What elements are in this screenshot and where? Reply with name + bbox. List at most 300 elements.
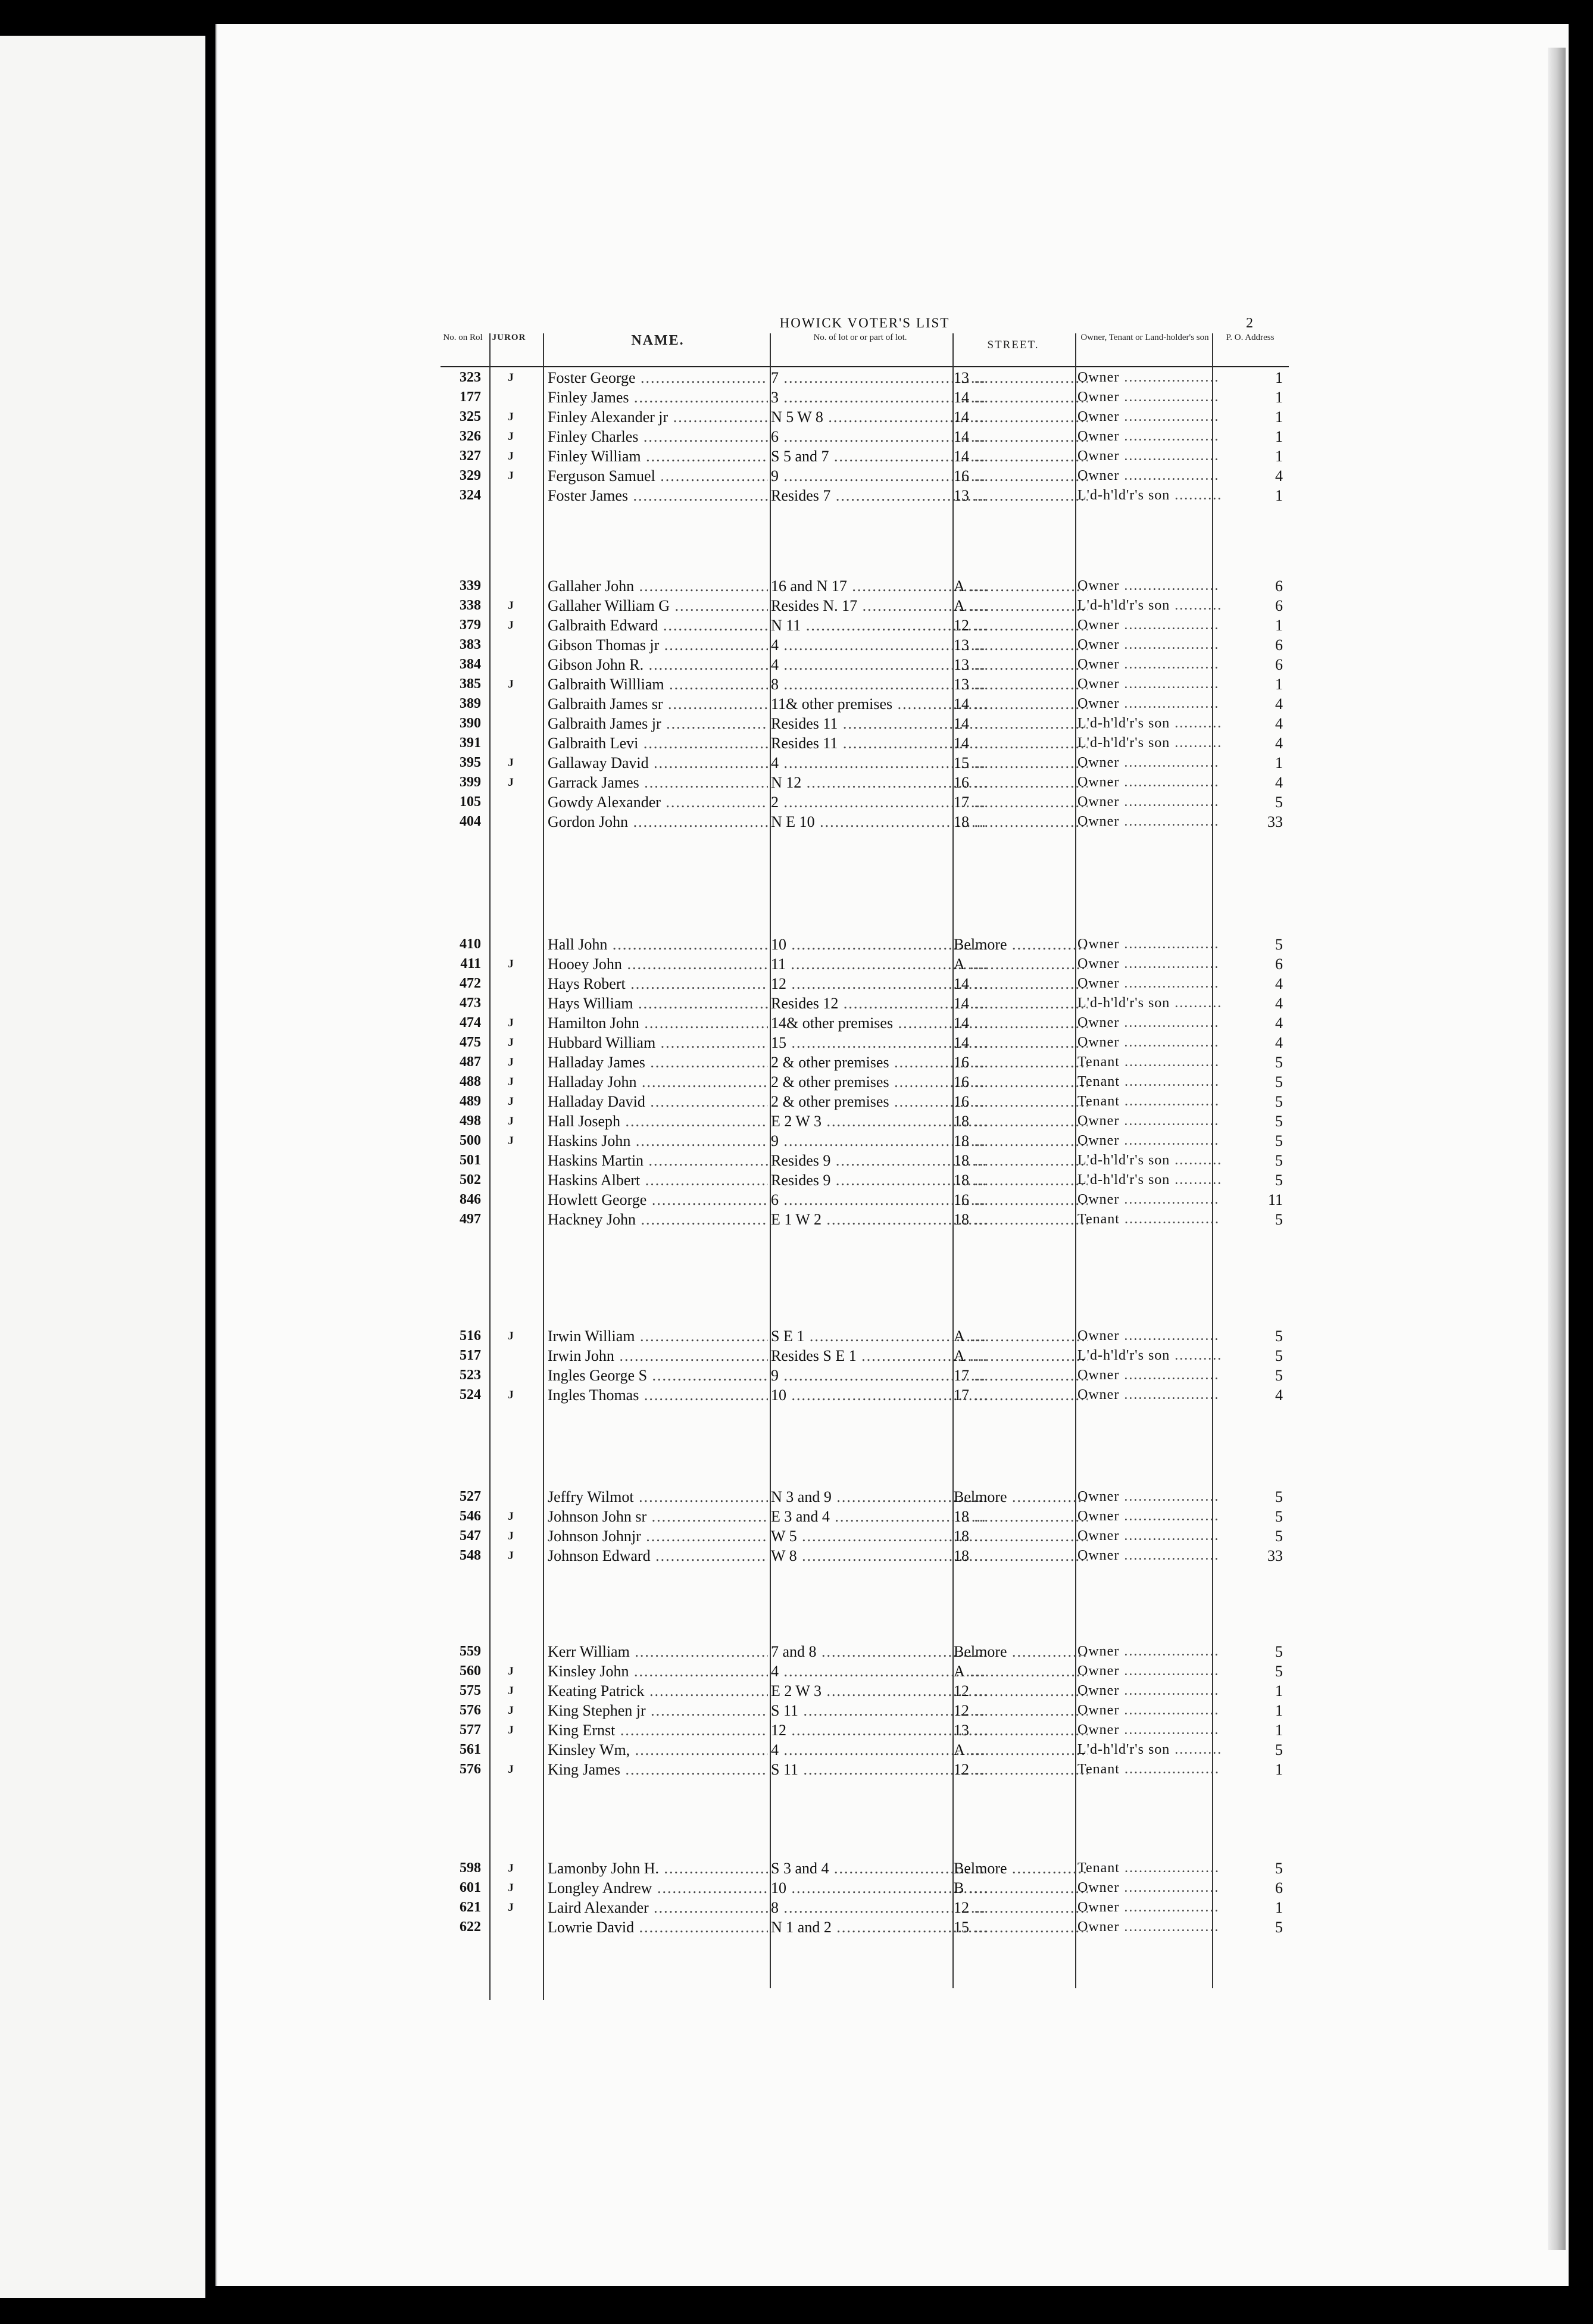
- roll-number: 498: [460, 1113, 481, 1129]
- po-address: 11: [1267, 1191, 1283, 1208]
- lot-number: E 2 W 3 .....: [771, 1111, 986, 1131]
- street: 13 .....: [954, 655, 1088, 674]
- po-address: 1: [1275, 408, 1283, 426]
- tenure-status: Owner .....: [1077, 1642, 1220, 1661]
- street: 12 .....: [954, 1760, 1088, 1779]
- voter-row: [441, 1507, 1289, 1526]
- juror-mark: J: [508, 1704, 514, 1717]
- street: 14 .....: [954, 974, 1088, 994]
- po-address: 5: [1275, 1113, 1283, 1130]
- voter-row: [441, 1740, 1289, 1760]
- po-address: 5: [1275, 1663, 1283, 1680]
- voter-row: [441, 1366, 1289, 1385]
- roll-number: 598: [460, 1860, 481, 1876]
- tenure-status: Owner .....: [1077, 1111, 1220, 1131]
- po-address: 4: [1275, 1014, 1283, 1032]
- lot-number: 7 .....: [771, 368, 986, 388]
- voter-row: [441, 1858, 1289, 1878]
- juror-mark: J: [508, 958, 514, 970]
- street: 14 .....: [954, 1033, 1088, 1052]
- tenure-status: Owner .....: [1077, 655, 1220, 674]
- voter-name: Gallaher William G .....: [548, 596, 768, 616]
- lot-number: 4 .....: [771, 753, 986, 773]
- lot-number: 8 .....: [771, 1898, 986, 1917]
- voter-name: Irwin William .....: [548, 1326, 768, 1346]
- po-address: 6: [1275, 955, 1283, 973]
- voter-name: Laird Alexander .....: [548, 1898, 768, 1917]
- street: 17 .....: [954, 792, 1088, 812]
- tenure-status: Tenant .....: [1077, 1858, 1220, 1878]
- street: A .....: [954, 1740, 1088, 1760]
- po-address: 5: [1275, 1508, 1283, 1525]
- voter-group: [441, 1326, 1289, 1405]
- street: 14 .....: [954, 714, 1088, 733]
- voter-name: Finley Charles .....: [548, 427, 768, 446]
- tenure-status: Owner .....: [1077, 576, 1220, 596]
- po-address: 1: [1275, 617, 1283, 634]
- tenure-status: L'd-h'ld'r's son .....: [1077, 714, 1220, 733]
- tenure-status: L'd-h'ld'r's son .....: [1077, 733, 1220, 753]
- po-address: 5: [1275, 1528, 1283, 1545]
- tenure-status: Owner .....: [1077, 1131, 1220, 1151]
- voter-group: [441, 935, 1289, 1229]
- po-address: 4: [1275, 995, 1283, 1012]
- po-address: 5: [1275, 1054, 1283, 1071]
- voter-row: [441, 1151, 1289, 1170]
- juror-mark: J: [508, 776, 514, 789]
- lot-number: 12 .....: [771, 1720, 986, 1740]
- voter-row: [441, 694, 1289, 714]
- street: 13 .....: [954, 368, 1088, 388]
- voter-name: Finley James .....: [548, 388, 768, 407]
- po-address: 4: [1275, 975, 1283, 992]
- lot-number: S 11 .....: [771, 1701, 986, 1720]
- po-address: 6: [1275, 1879, 1283, 1897]
- roll-number: 411: [460, 956, 481, 972]
- lot-number: E 2 W 3 .....: [771, 1681, 986, 1701]
- voter-row: [441, 1385, 1289, 1405]
- juror-mark: J: [508, 1036, 514, 1049]
- roll-number: 546: [460, 1508, 481, 1524]
- voter-name: Haskins John .....: [548, 1131, 768, 1151]
- tenure-status: Owner .....: [1077, 1326, 1220, 1346]
- street: 16 .....: [954, 1092, 1088, 1111]
- tenure-status: Owner .....: [1077, 753, 1220, 773]
- po-address: 5: [1275, 1741, 1283, 1758]
- voter-name: Gallaway David .....: [548, 753, 768, 773]
- voter-row: [441, 1681, 1289, 1701]
- voter-row: [441, 1720, 1289, 1740]
- street: 16 .....: [954, 1190, 1088, 1210]
- voter-group: [441, 1642, 1289, 1779]
- juror-mark: J: [508, 1076, 514, 1088]
- roll-number: 517: [460, 1348, 481, 1363]
- voter-name: Ingles George S .....: [548, 1366, 768, 1385]
- roll-number: 524: [460, 1387, 481, 1402]
- voter-row: [441, 1642, 1289, 1661]
- header-name: NAME.: [631, 333, 685, 348]
- roll-number: 325: [460, 409, 481, 424]
- po-address: 6: [1275, 656, 1283, 673]
- po-address: 4: [1275, 695, 1283, 713]
- street: 12 .....: [954, 616, 1088, 635]
- voter-name: Finley Alexander jr .....: [548, 407, 768, 427]
- tenure-status: Tenant .....: [1077, 1052, 1220, 1072]
- header-juror: JUROR: [492, 333, 526, 342]
- voter-row: [441, 407, 1289, 427]
- voter-row: [441, 1013, 1289, 1033]
- roll-number: 385: [460, 676, 481, 692]
- voter-name: Ferguson Samuel .....: [548, 466, 768, 486]
- lot-number: 10 .....: [771, 1878, 986, 1898]
- tenure-status: Owner .....: [1077, 1013, 1220, 1033]
- po-address: 33: [1267, 813, 1283, 830]
- voter-row: [441, 635, 1289, 655]
- voter-row: [441, 753, 1289, 773]
- po-address: 5: [1275, 1152, 1283, 1169]
- tenure-status: Owner .....: [1077, 1878, 1220, 1898]
- roll-number: 177: [460, 389, 481, 405]
- lot-number: 10 .....: [771, 935, 986, 954]
- page-number: 2: [1246, 316, 1253, 331]
- juror-mark: J: [508, 1115, 514, 1127]
- juror-mark: J: [508, 1510, 514, 1523]
- lot-number: S 3 and 4 .....: [771, 1858, 986, 1878]
- tenure-status: Owner .....: [1077, 1701, 1220, 1720]
- po-address: 4: [1275, 715, 1283, 732]
- tenure-status: Owner .....: [1077, 812, 1220, 832]
- juror-mark: J: [508, 371, 514, 384]
- voter-name: Hamilton John .....: [548, 1013, 768, 1033]
- roll-number: 324: [460, 488, 481, 503]
- lot-number: 2 & other premises .....: [771, 1052, 986, 1072]
- lot-number: Resides 12 .....: [771, 994, 986, 1013]
- voter-row: [441, 773, 1289, 792]
- lot-number: 11& other premises .....: [771, 694, 986, 714]
- voter-row: [441, 655, 1289, 674]
- voter-row: [441, 388, 1289, 407]
- lot-number: 4 .....: [771, 635, 986, 655]
- lot-number: E 3 and 4 .....: [771, 1507, 986, 1526]
- voter-row: [441, 1131, 1289, 1151]
- voter-row: [441, 1052, 1289, 1072]
- po-address: 1: [1275, 1682, 1283, 1700]
- voter-row: [441, 368, 1289, 388]
- roll-number: 474: [460, 1015, 481, 1030]
- tenure-status: L'd-h'ld'r's son .....: [1077, 1740, 1220, 1760]
- roll-number: 489: [460, 1094, 481, 1109]
- street: 13 .....: [954, 1720, 1088, 1740]
- street: Belmore .....: [954, 1858, 1088, 1878]
- voter-name: King Stephen jr .....: [548, 1701, 768, 1720]
- tenure-status: Owner .....: [1077, 1546, 1220, 1566]
- roll-number: 516: [460, 1328, 481, 1344]
- voter-name: Kinsley John .....: [548, 1661, 768, 1681]
- lot-number: N 12 .....: [771, 773, 986, 792]
- lot-number: 8 .....: [771, 674, 986, 694]
- voter-name: Galbraith Edward .....: [548, 616, 768, 635]
- roll-number: 527: [460, 1489, 481, 1504]
- juror-mark: J: [508, 599, 514, 612]
- tenure-status: Tenant .....: [1077, 1210, 1220, 1229]
- lot-number: 4 .....: [771, 1661, 986, 1681]
- po-address: 5: [1275, 1347, 1283, 1364]
- street: 16 .....: [954, 773, 1088, 792]
- tenure-status: Owner .....: [1077, 635, 1220, 655]
- juror-mark: J: [508, 1882, 514, 1894]
- voter-name: Johnson John sr .....: [548, 1507, 768, 1526]
- voter-row: [441, 486, 1289, 505]
- po-address: 6: [1275, 636, 1283, 654]
- voter-name: Gibson John R. .....: [548, 655, 768, 674]
- street: A .....: [954, 1346, 1088, 1366]
- voter-row: [441, 1072, 1289, 1092]
- tenure-status: Owner .....: [1077, 1917, 1220, 1937]
- lot-number: 14& other premises .....: [771, 1013, 986, 1033]
- lot-number: N 5 W 8 .....: [771, 407, 986, 427]
- roll-number: 410: [460, 936, 481, 952]
- tenure-status: Tenant .....: [1077, 1760, 1220, 1779]
- roll-number: 399: [460, 774, 481, 790]
- juror-mark: J: [508, 757, 514, 769]
- roll-number: 601: [460, 1880, 481, 1895]
- street: 18 .....: [954, 812, 1088, 832]
- street: Belmore .....: [954, 1642, 1088, 1661]
- lot-number: 6 .....: [771, 1190, 986, 1210]
- po-address: 5: [1275, 794, 1283, 811]
- street: Belmore .....: [954, 935, 1088, 954]
- voter-name: Haskins Martin .....: [548, 1151, 768, 1170]
- street: B .....: [954, 1878, 1088, 1898]
- street: 12 .....: [954, 1701, 1088, 1720]
- header-no-on-roll: No. on Rol: [443, 333, 483, 342]
- voter-row: [441, 954, 1289, 974]
- lot-number: 4 .....: [771, 655, 986, 674]
- roll-number: 326: [460, 429, 481, 444]
- street: Belmore .....: [954, 1487, 1088, 1507]
- voter-group: [441, 368, 1289, 505]
- juror-mark: J: [508, 1763, 514, 1776]
- voters-list-sheet: [441, 316, 1289, 1982]
- street: 18 .....: [954, 1131, 1088, 1151]
- street: 18 .....: [954, 1546, 1088, 1566]
- po-address: 4: [1275, 735, 1283, 752]
- roll-number: 577: [460, 1722, 481, 1738]
- lot-number: 6 .....: [771, 427, 986, 446]
- po-address: 1: [1275, 1722, 1283, 1739]
- juror-mark: J: [508, 619, 514, 632]
- street: 13 .....: [954, 635, 1088, 655]
- voter-name: Jeffry Wilmot .....: [548, 1487, 768, 1507]
- roll-number: 576: [460, 1761, 481, 1777]
- juror-mark: J: [508, 470, 514, 482]
- juror-mark: J: [508, 1389, 514, 1401]
- voter-row: [441, 1033, 1289, 1052]
- voter-row: [441, 1878, 1289, 1898]
- lot-number: 2 .....: [771, 792, 986, 812]
- tenure-status: Owner .....: [1077, 446, 1220, 466]
- voter-name: King Ernst .....: [548, 1720, 768, 1740]
- po-address: 5: [1275, 1643, 1283, 1660]
- tenure-status: Owner .....: [1077, 368, 1220, 388]
- voter-row: [441, 1487, 1289, 1507]
- voter-name: Kerr William .....: [548, 1642, 768, 1661]
- voter-name: Lamonby John H. .....: [548, 1858, 768, 1878]
- lot-number: 9 .....: [771, 1131, 986, 1151]
- po-address: 1: [1275, 1899, 1283, 1916]
- po-address: 33: [1267, 1547, 1283, 1564]
- lot-number: N 1 and 2 .....: [771, 1917, 986, 1937]
- voter-name: Galbraith James jr .....: [548, 714, 768, 733]
- voter-row: [441, 1917, 1289, 1937]
- po-address: 1: [1275, 754, 1283, 771]
- street: A .....: [954, 576, 1088, 596]
- tenure-status: Owner .....: [1077, 388, 1220, 407]
- po-address: 6: [1275, 577, 1283, 595]
- voter-row: [441, 1760, 1289, 1779]
- voter-row: [441, 994, 1289, 1013]
- lot-number: S 11 .....: [771, 1760, 986, 1779]
- voter-name: Irwin John .....: [548, 1346, 768, 1366]
- lot-number: S E 1 .....: [771, 1326, 986, 1346]
- voter-name: Garrack James .....: [548, 773, 768, 792]
- lot-number: Resides 11 .....: [771, 733, 986, 753]
- po-address: 1: [1275, 487, 1283, 504]
- street: 14 .....: [954, 407, 1088, 427]
- po-address: 5: [1275, 1367, 1283, 1384]
- voter-name: Hubbard William .....: [548, 1033, 768, 1052]
- lot-number: 10 .....: [771, 1385, 986, 1405]
- voter-name: Johnson Johnjr .....: [548, 1526, 768, 1546]
- roll-number: 404: [460, 814, 481, 829]
- street: 14 .....: [954, 446, 1088, 466]
- lot-number: 2 & other premises .....: [771, 1092, 986, 1111]
- lot-number: N 11 .....: [771, 616, 986, 635]
- voter-name: Keating Patrick .....: [548, 1681, 768, 1701]
- lot-number: 4 .....: [771, 1740, 986, 1760]
- tenure-status: Tenant .....: [1077, 1092, 1220, 1111]
- po-address: 1: [1275, 1702, 1283, 1719]
- voter-row: [441, 974, 1289, 994]
- header-lot: No. of lot or or part of lot.: [813, 333, 907, 342]
- street: 14 .....: [954, 1013, 1088, 1033]
- juror-mark: J: [508, 1550, 514, 1562]
- street: 18 .....: [954, 1526, 1088, 1546]
- voter-name: Haskins Albert .....: [548, 1170, 768, 1190]
- voter-row: [441, 1326, 1289, 1346]
- roll-number: 390: [460, 716, 481, 731]
- tenure-status: Owner .....: [1077, 407, 1220, 427]
- tenure-status: Owner .....: [1077, 1190, 1220, 1210]
- tenure-status: L'd-h'ld'r's son .....: [1077, 1346, 1220, 1366]
- voter-row: [441, 1092, 1289, 1111]
- roll-number: 846: [460, 1192, 481, 1207]
- lot-number: 9 .....: [771, 466, 986, 486]
- roll-number: 488: [460, 1074, 481, 1089]
- voter-row: [441, 596, 1289, 616]
- voter-name: Lowrie David .....: [548, 1917, 768, 1937]
- street: 16 .....: [954, 466, 1088, 486]
- voter-name: Galbraith James sr .....: [548, 694, 768, 714]
- roll-number: 548: [460, 1548, 481, 1563]
- roll-number: 561: [460, 1742, 481, 1757]
- street: 14 .....: [954, 694, 1088, 714]
- street: 17 .....: [954, 1366, 1088, 1385]
- voter-row: [441, 466, 1289, 486]
- roll-number: 323: [460, 370, 481, 385]
- lot-number: Resides 9 .....: [771, 1151, 986, 1170]
- roll-number: 472: [460, 976, 481, 991]
- po-address: 1: [1275, 369, 1283, 386]
- roll-number: 501: [460, 1152, 481, 1168]
- voter-row: [441, 1898, 1289, 1917]
- roll-number: 329: [460, 468, 481, 483]
- roll-number: 379: [460, 617, 481, 633]
- lot-number: N 3 and 9 .....: [771, 1487, 986, 1507]
- street: 18 .....: [954, 1507, 1088, 1526]
- tenure-status: Owner .....: [1077, 1507, 1220, 1526]
- voter-group: [441, 1858, 1289, 1937]
- po-address: 4: [1275, 1034, 1283, 1051]
- juror-mark: J: [508, 1724, 514, 1736]
- roll-number: 391: [460, 735, 481, 751]
- voter-name: Hooey John .....: [548, 954, 768, 974]
- voter-row: [441, 616, 1289, 635]
- tenure-status: Owner .....: [1077, 694, 1220, 714]
- po-address: 1: [1275, 389, 1283, 406]
- street: 18 .....: [954, 1151, 1088, 1170]
- po-address: 5: [1275, 1860, 1283, 1877]
- voter-name: Foster James .....: [548, 486, 768, 505]
- lot-number: W 8 .....: [771, 1546, 986, 1566]
- tenure-status: Owner .....: [1077, 974, 1220, 994]
- voter-name: Hall Joseph .....: [548, 1111, 768, 1131]
- voter-row: [441, 1210, 1289, 1229]
- roll-number: 383: [460, 637, 481, 652]
- left-facing-page: [0, 36, 205, 2298]
- roll-number: 621: [460, 1900, 481, 1915]
- tenure-status: L'd-h'ld'r's son .....: [1077, 1170, 1220, 1190]
- po-address: 6: [1275, 597, 1283, 614]
- lot-number: W 5 .....: [771, 1526, 986, 1546]
- lot-number: 2 & other premises .....: [771, 1072, 986, 1092]
- voter-name: Kinsley Wm, .....: [548, 1740, 768, 1760]
- voter-row: [441, 1170, 1289, 1190]
- voter-row: [441, 792, 1289, 812]
- po-address: 1: [1275, 1761, 1283, 1778]
- juror-mark: J: [508, 1530, 514, 1542]
- roll-number: 500: [460, 1133, 481, 1148]
- voter-row: [441, 733, 1289, 753]
- voter-name: Ingles Thomas .....: [548, 1385, 768, 1405]
- roll-number: 497: [460, 1211, 481, 1227]
- voter-name: Howlett George .....: [548, 1190, 768, 1210]
- po-address: 1: [1275, 676, 1283, 693]
- voter-row: [441, 1346, 1289, 1366]
- voter-row: [441, 812, 1289, 832]
- juror-mark: J: [508, 1056, 514, 1069]
- header-status: Owner, Tenant or Land-holder's son: [1080, 333, 1209, 342]
- po-address: 1: [1275, 448, 1283, 465]
- lot-number: Resides N. 17 .....: [771, 596, 986, 616]
- tenure-status: Owner .....: [1077, 792, 1220, 812]
- tenure-status: Owner .....: [1077, 1526, 1220, 1546]
- voter-row: [441, 1526, 1289, 1546]
- po-address: 5: [1275, 1073, 1283, 1091]
- tenure-status: Owner .....: [1077, 1720, 1220, 1740]
- street: 16 .....: [954, 1072, 1088, 1092]
- roll-number: 576: [460, 1703, 481, 1718]
